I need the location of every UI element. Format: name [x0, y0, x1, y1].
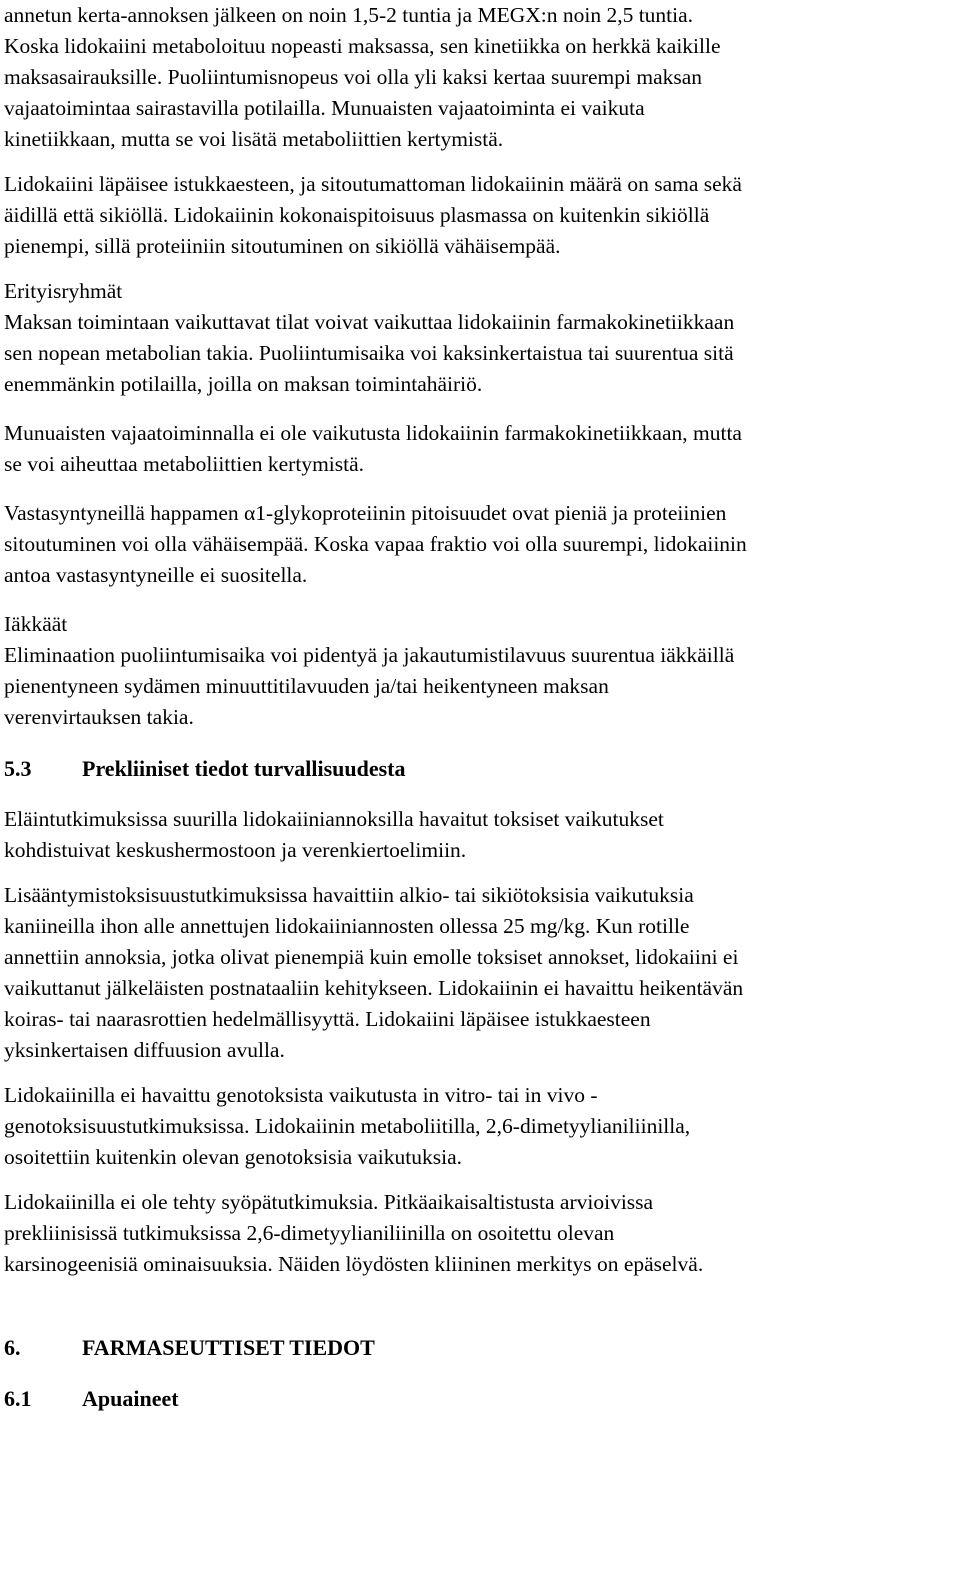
text-line: kaniineilla ihon alle annettujen lidokaiiniannosten ollessa 25 mg/kg. Kun rotille [4, 914, 690, 938]
text-line: Lidokaiinilla ei havaittu genotoksista vaikutusta in vitro- tai in vivo - [4, 1083, 598, 1107]
text-line: verenvirtauksen takia. [4, 705, 194, 729]
text-line: vajaatoimintaa sairastavilla potilailla. Munuaisten vajaatoiminta ei vaikuta [4, 96, 645, 120]
text-line: enemmänkin potilailla, joilla on maksan toimintahäiriö. [4, 372, 483, 396]
paragraph-special-groups [4, 276, 952, 400]
text-line: Eliminaation puoliintumisaika voi pidentyä ja jakautumistilavuus suurentua iäkkäillä [4, 643, 735, 667]
section-title: Apuaineet [82, 1386, 179, 1411]
section-title: Prekliiniset tiedot turvallisuudesta [82, 756, 406, 781]
paragraph-genotoxicity [4, 1080, 952, 1173]
text-line: Koska lidokaiini metaboloituu nopeasti maksassa, sen kinetiikka on herkkä kaikille [4, 34, 721, 58]
text-line: äidillä että sikiöllä. Lidokaiinin kokonaispitoisuus plasmassa on kuitenkin sikiöllä [4, 203, 710, 227]
text-line: pienentyneen sydämen minuuttitilavuuden ja/tai heikentyneen maksan [4, 674, 609, 698]
section-heading-6-1 [4, 1383, 952, 1414]
text-line: Vastasyntyneillä happamen α1-glykoproteiinin pitoisuudet ovat pieniä ja proteiinien [4, 501, 727, 525]
text-line: sen nopean metabolian takia. Puoliintumisaika voi kaksinkertaistua tai suurentua sitä [4, 341, 734, 365]
paragraph-reproductive-toxicity [4, 880, 952, 1066]
text-line: koiras- tai naarasrottien hedelmällisyyttä. Lidokaiini läpäisee istukkaesteen [4, 1007, 651, 1031]
paragraph-carcinogenicity [4, 1187, 952, 1280]
section-heading-5-3 [4, 753, 952, 784]
text-line: prekliinisissä tutkimuksissa 2,6-dimetyylianiliinilla on osoitettu olevan [4, 1221, 615, 1245]
paragraph-animal-studies [4, 804, 952, 866]
paragraph-placenta [4, 169, 952, 262]
text-line: yksinkertaisen diffuusion avulla. [4, 1038, 285, 1062]
text-line: vaikuttanut jälkeläisten postnataaliin kehitykseen. Lidokaiinin ei havaittu heikentävän [4, 976, 744, 1000]
text-line: sitoutuminen voi olla vähäisempää. Koska vapaa fraktio voi olla suurempi, lidokaiinin [4, 532, 747, 556]
text-line: maksasairauksille. Puoliintumisnopeus voi olla yli kaksi kertaa suurempi maksan [4, 65, 703, 89]
section-number: 6.1 [4, 1386, 32, 1411]
text-line: Lidokaiini läpäisee istukkaesteen, ja sitoutumattoman lidokaiinin määrä on sama sekä [4, 172, 742, 196]
subheading-special-groups: Erityisryhmät [4, 279, 123, 303]
text-line: Munuaisten vajaatoiminnalla ei ole vaikutusta lidokaiinin farmakokinetiikkaan, mutta [4, 421, 742, 445]
text-line: karsinogeenisiä ominaisuuksia. Näiden löydösten kliininen merkitys on epäselvä. [4, 1252, 704, 1276]
paragraph-elderly [4, 609, 952, 733]
text-line: Eläintutkimuksissa suurilla lidokaiiniannoksilla havaitut toksiset vaikutukset [4, 807, 664, 831]
section-title: FARMASEUTTISET TIEDOT [82, 1335, 375, 1360]
paragraph-renal [4, 418, 952, 480]
text-line: annettiin annoksia, jotka olivat pienempiä kuin emolle toksiset annokset, lidokaiini ei [4, 945, 739, 969]
text-line: Maksan toimintaan vaikuttavat tilat voivat vaikuttaa lidokaiinin farmakokinetiikkaan [4, 310, 735, 334]
section-number: 6. [4, 1335, 21, 1360]
paragraph-kinetics-liver [4, 0, 952, 155]
text-line: pienempi, sillä proteiiniin sitoutuminen on sikiöllä vähäisempää. [4, 234, 561, 258]
text-line: antoa vastasyntyneille ei suositella. [4, 563, 308, 587]
text-line: Lisääntymistoksisuustutkimuksissa havaittiin alkio- tai sikiötoksisia vaikutuksia [4, 883, 694, 907]
text-line: osoitettiin kuitenkin olevan genotoksisia vaikutuksia. [4, 1145, 463, 1169]
text-line: genotoksisuustutkimuksissa. Lidokaiinin metaboliitilla, 2,6-dimetyylianiliinilla, [4, 1114, 691, 1138]
paragraph-neonates [4, 498, 952, 591]
text-line: Lidokaiinilla ei ole tehty syöpätutkimuksia. Pitkäaikaisaltistusta arvioivissa [4, 1190, 654, 1214]
section-number: 5.3 [4, 756, 32, 781]
text-line: se voi aiheuttaa metaboliittien kertymistä. [4, 452, 365, 476]
text-line: kinetiikkaan, mutta se voi lisätä metaboliittien kertymistä. [4, 127, 504, 151]
text-line: kohdistuivat keskushermostoon ja verenkiertoelimiin. [4, 838, 467, 862]
section-heading-6 [4, 1332, 952, 1363]
text-line: annetun kerta-annoksen jälkeen on noin 1,5-2 tuntia ja MEGX:n noin 2,5 tuntia. [4, 3, 694, 27]
subheading-elderly: Iäkkäät [4, 612, 68, 636]
